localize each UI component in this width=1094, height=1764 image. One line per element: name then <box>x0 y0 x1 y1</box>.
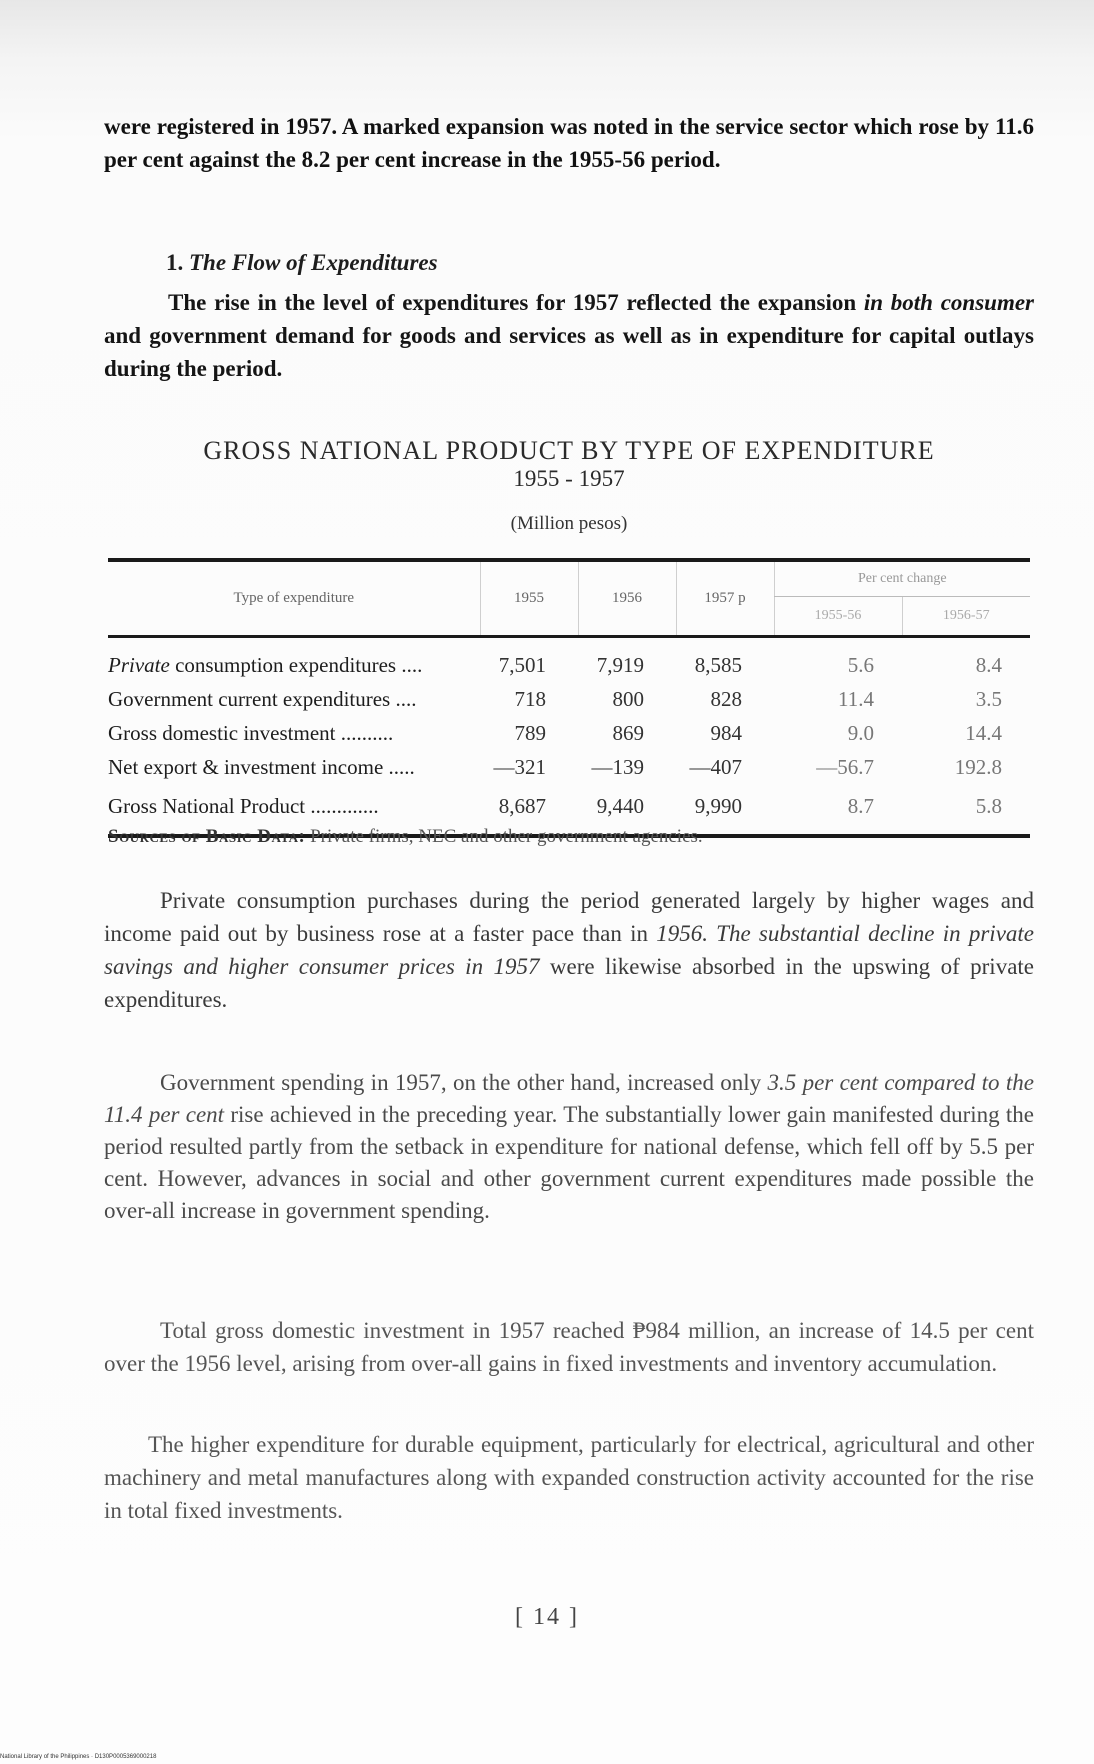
table-row <box>108 682 1030 716</box>
library-footer-tag: National Library of the Philippines · D130P0005369000218 <box>0 1754 157 1760</box>
paragraph3-text-b: rise achieved in the preceding year. The substantially lower gain manifested during the period resulted partly from the setback in expenditure for national defense, which fell off by 5.5 per cent. However, advances in social and other government current expenditures made possible the over-all increase in government spending. <box>104 1102 1034 1223</box>
row-label <box>108 682 480 716</box>
cell-pct-1955-56: 5.6 <box>847 652 874 677</box>
table-sources-note <box>108 826 703 848</box>
row-label <box>108 716 480 750</box>
cell-1955: 8,687 <box>498 793 546 818</box>
paragraph1-text-a: The rise in the level of expenditures for 1957 reflected the expansion <box>168 290 864 315</box>
header-pct-1955-56: 1955-56 <box>774 597 902 637</box>
cell-1957: 984 <box>710 720 742 745</box>
sources-text: Private firms, NEC and other government agencies. <box>310 826 703 847</box>
row-label-text: Gross National Product ............. <box>108 793 379 818</box>
cell-pct-1955-56: —56.7 <box>816 754 874 779</box>
row-label-italic: Private <box>108 652 170 677</box>
table-title: GROSS NATIONAL PRODUCT BY TYPE OF EXPENDITURE <box>203 436 935 465</box>
paragraph3-text-a: Government spending in 1957, on the other hand, increased only <box>160 1070 768 1095</box>
cell-1955: 789 <box>514 720 546 745</box>
cell-pct-1955-56: 11.4 <box>838 686 874 711</box>
paragraph1-text-italic: in both consumer <box>863 290 1035 315</box>
row-label-text: Government current expenditures .... <box>108 686 417 711</box>
cell-1955: —321 <box>493 754 546 779</box>
cell-1955: 7,501 <box>498 652 546 677</box>
cell-1956: 869 <box>612 720 644 745</box>
paragraph3-text-italic: 3.5 per cent compared to the 11.4 per cent <box>104 1070 1034 1127</box>
cell-1957: 828 <box>710 686 742 711</box>
paragraph2-text-b: were likewise absorbed in the upswing of private expenditures. <box>104 954 1034 1012</box>
section-number: 1. <box>166 250 184 275</box>
cell-pct-1956-57: 14.4 <box>965 720 1002 745</box>
paragraph-government-spending <box>104 1067 1034 1227</box>
page-number: [ 14 ] <box>515 1604 579 1630</box>
header-pct-1956-57: 1956-57 <box>902 597 1030 637</box>
row-label <box>108 637 480 683</box>
table-row <box>108 750 1030 784</box>
intro-paragraph: were registered in 1957. A marked expansion was noted in the service sector which rose by 11.6 per cent against the 8.2 per cent increase in the 1955-56 period. <box>104 114 1034 172</box>
row-label-text: Gross domestic investment .......... <box>108 720 394 745</box>
cell-pct-1956-57: 5.8 <box>975 793 1002 818</box>
header-1956: 1956 <box>578 560 676 637</box>
cell-pct-1956-57: 8.4 <box>975 652 1002 677</box>
paragraph-durable-equipment: The higher expenditure for durable equipment, particularly for electrical, agricultural and other machinery and metal manufactures along with expanded construction activity accounted for the rise in total fixed investments. <box>104 1432 1034 1523</box>
row-label <box>108 750 480 784</box>
cell-1956: 800 <box>612 686 644 711</box>
cell-1957: 8,585 <box>694 652 742 677</box>
cell-1956: 7,919 <box>596 652 644 677</box>
row-label-text: consumption expenditures .... <box>169 652 423 677</box>
paragraph2-text-a: Private consumption purchases during the period generated largely by higher wages and income paid out by business rose at a faster pace than in <box>104 888 1034 946</box>
cell-pct-1955-56: 8.7 <box>847 793 874 818</box>
header-percent-change: Per cent change <box>774 560 1030 597</box>
table-unit: (Million pesos) <box>510 513 628 534</box>
header-1955: 1955 <box>480 560 578 637</box>
paragraph-private-consumption <box>104 884 1034 1016</box>
section-title: The Flow of Expenditures <box>189 250 438 275</box>
cell-pct-1956-57: 192.8 <box>954 754 1002 779</box>
sources-lead: Sources of Basic Data: <box>108 826 306 847</box>
table-years: 1955 - 1957 <box>513 466 625 491</box>
cell-1957: —407 <box>689 754 742 779</box>
gnp-expenditure-table <box>108 558 1030 838</box>
table-row <box>108 716 1030 750</box>
paragraph-domestic-investment: Total gross domestic investment in 1957 reached ₱984 million, an increase of 14.5 per cent over the 1956 level, arising from over-all gains in fixed investments and inventory accumulation. <box>104 1318 1034 1376</box>
cell-pct-1956-57: 3.5 <box>975 686 1002 711</box>
paragraph-expenditure-rise <box>104 286 1034 385</box>
cell-pct-1955-56: 9.0 <box>847 720 874 745</box>
cell-1957: 9,990 <box>694 793 742 818</box>
cell-1955: 718 <box>514 686 546 711</box>
paragraph2-text-italic: 1956. The substantial decline in private savings and higher consumer prices in 1957 <box>104 921 1035 979</box>
section-heading <box>166 250 438 276</box>
header-1957: 1957 p <box>676 560 774 637</box>
paragraph1-text-b: and government demand for goods and services as well as in expenditure for capital outlays during the period. <box>104 323 1034 381</box>
row-label-text: Net export & investment income ..... <box>108 754 415 779</box>
cell-1956: —139 <box>591 754 644 779</box>
table-row <box>108 637 1030 683</box>
header-type: Type of expenditure <box>108 560 480 637</box>
cell-1956: 9,440 <box>596 793 644 818</box>
